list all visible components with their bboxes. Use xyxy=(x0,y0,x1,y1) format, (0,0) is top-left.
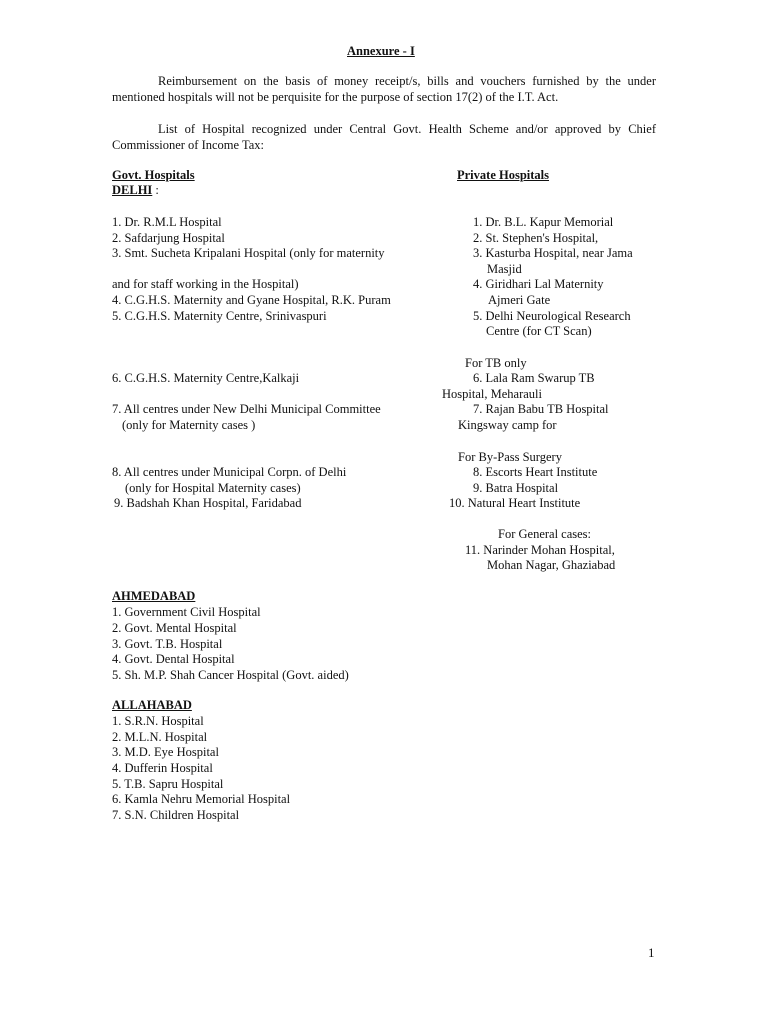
list-item: 8. All centres under Municipal Corpn. of Delhi xyxy=(112,465,347,479)
list-item: and for staff working in the Hospital) xyxy=(112,277,299,291)
govt-hospitals-heading: Govt. Hospitals xyxy=(112,168,195,182)
list-item: (only for Maternity cases ) xyxy=(122,418,256,432)
list-item: (only for Hospital Maternity cases) xyxy=(125,481,301,495)
annexure-title: Annexure - I xyxy=(347,44,415,58)
list-item: Centre (for CT Scan) xyxy=(486,324,592,338)
list-item: 3. Kasturba Hospital, near Jama xyxy=(473,246,633,260)
list-item: 5. T.B. Sapru Hospital xyxy=(112,777,224,791)
list-item: 2. Govt. Mental Hospital xyxy=(112,621,237,635)
page-number: 1 xyxy=(648,945,655,960)
list-item: 1. Dr. B.L. Kapur Memorial xyxy=(473,215,614,229)
list-item: 3. Govt. T.B. Hospital xyxy=(112,637,223,651)
allahabad-heading: ALLAHABAD xyxy=(112,698,192,712)
list-item: 8. Escorts Heart Institute xyxy=(473,465,598,479)
list-item: 1. Dr. R.M.L Hospital xyxy=(112,215,222,229)
list-item: 2. Safdarjung Hospital xyxy=(112,231,225,245)
list-item: 7. All centres under New Delhi Municipal Committee xyxy=(112,402,381,416)
list-item: 3. Smt. Sucheta Kripalani Hospital (only for maternity xyxy=(112,246,385,260)
list-item: 3. M.D. Eye Hospital xyxy=(112,745,219,759)
list-item: 4. Dufferin Hospital xyxy=(112,761,213,775)
category-label: For TB only xyxy=(465,356,527,370)
ahmedabad-heading: AHMEDABAD xyxy=(112,589,196,603)
list-item: Kingsway camp for xyxy=(458,418,557,432)
list-item: 6. Kamla Nehru Memorial Hospital xyxy=(112,792,291,806)
list-item: 9. Badshah Khan Hospital, Faridabad xyxy=(114,496,302,510)
list-item: 5. Sh. M.P. Shah Cancer Hospital (Govt. aided) xyxy=(112,668,349,682)
list-item: 7. Rajan Babu TB Hospital xyxy=(473,402,609,416)
list-item: 4. Giridhari Lal Maternity xyxy=(473,277,604,291)
list-item: 2. St. Stephen's Hospital, xyxy=(473,231,599,245)
list-item: 11. Narinder Mohan Hospital, xyxy=(465,543,615,557)
list-item: Ajmeri Gate xyxy=(488,293,551,307)
category-label: For General cases: xyxy=(498,527,592,541)
list-item: 1. S.R.N. Hospital xyxy=(112,714,204,728)
list-item: 9. Batra Hospital xyxy=(473,481,559,495)
list-item: 4. Govt. Dental Hospital xyxy=(112,652,235,666)
list-item: 5. C.G.H.S. Maternity Centre, Srinivaspuri xyxy=(112,309,327,323)
delhi-label: DELHI xyxy=(112,183,153,197)
list-item: 5. Delhi Neurological Research xyxy=(473,309,631,323)
list-item: 6. C.G.H.S. Maternity Centre,Kalkaji xyxy=(112,371,300,385)
delhi-colon: : xyxy=(152,183,159,197)
delhi-heading xyxy=(112,183,159,198)
list-item: 10. Natural Heart Institute xyxy=(449,496,581,510)
list-item: 7. S.N. Children Hospital xyxy=(112,808,240,822)
intro-paragraph: Reimbursement on the basis of money receipt/s, bills and vouchers furnished by the under mentioned hospitals will not be perquisite for the purpose of section 17(2) of the I.T. Act. xyxy=(112,74,656,104)
list-item: Mohan Nagar, Ghaziabad xyxy=(487,558,616,572)
list-item: Hospital, Meharauli xyxy=(442,387,542,401)
category-label: For By-Pass Surgery xyxy=(458,450,562,464)
private-hospitals-heading: Private Hospitals xyxy=(457,168,550,182)
list-item: 4. C.G.H.S. Maternity and Gyane Hospital, R.K. Puram xyxy=(112,293,391,307)
list-item: 1. Government Civil Hospital xyxy=(112,605,261,619)
list-intro-paragraph: List of Hospital recognized under Central Govt. Health Scheme and/or approved by Chief Commissioner of Income Tax: xyxy=(112,122,656,152)
list-item: 6. Lala Ram Swarup TB xyxy=(473,371,595,385)
list-item: 2. M.L.N. Hospital xyxy=(112,730,208,744)
list-item: Masjid xyxy=(487,262,522,276)
